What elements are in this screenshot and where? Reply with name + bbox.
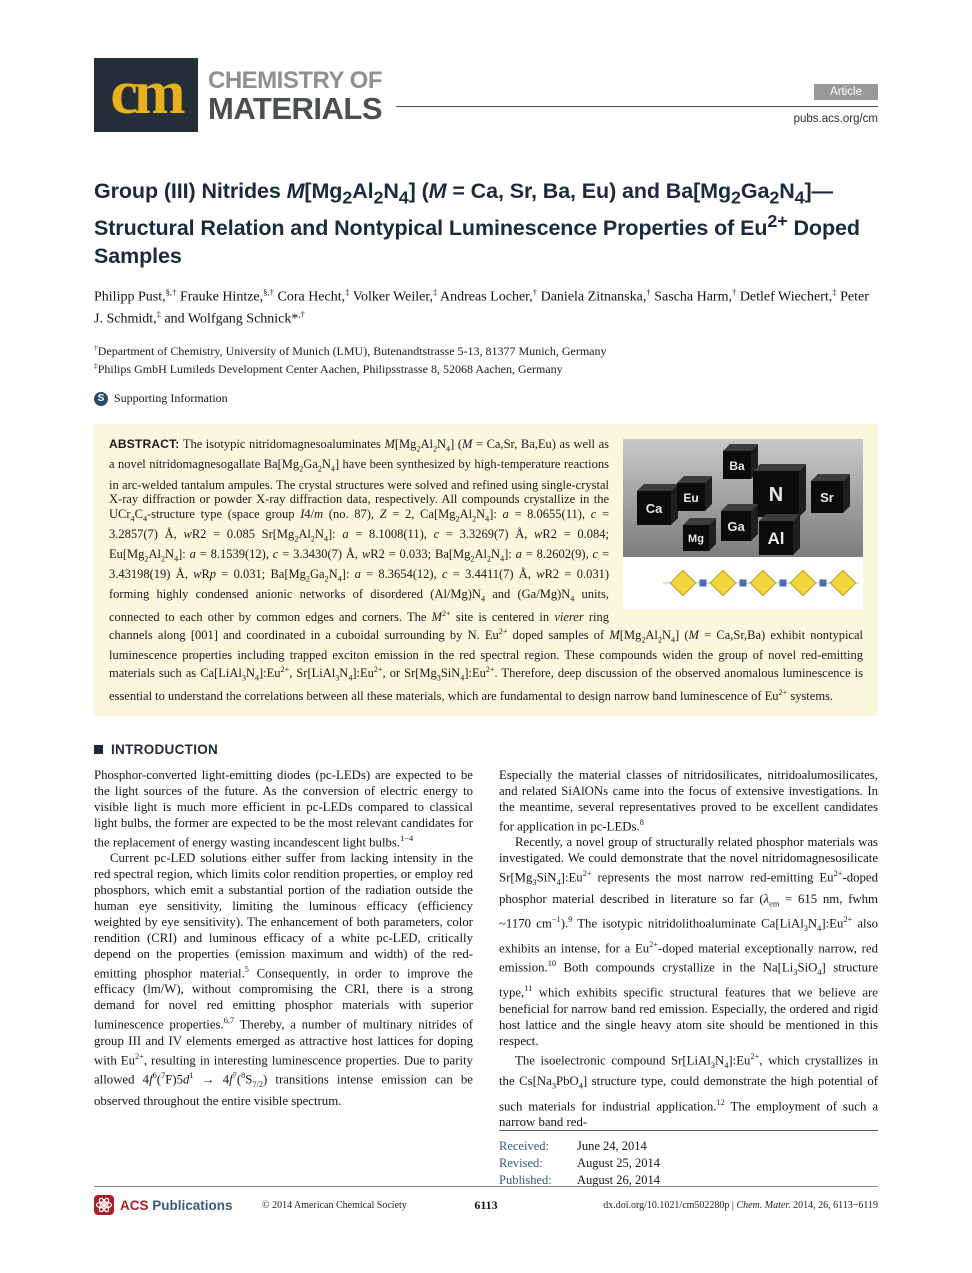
section-heading-label: INTRODUCTION: [111, 741, 219, 757]
abstract-box: [94, 424, 878, 715]
page-footer: [94, 1186, 878, 1215]
element-label-sr: Sr: [820, 490, 834, 506]
crystal-structure-figure: [623, 439, 863, 609]
element-label-n: N: [768, 484, 784, 507]
element-label-ba: Ba: [729, 459, 745, 474]
article-title: Group (III) Nitrides $M[Mg_2Al_2N_4] (M = Ca$, Sr, Ba, Eu) and $Ba[Mg_2Ga_2N_4]—Structural$ Relation and Nontypical Luminescence Properties of $Eu^{2+}$ Doped Samples: [94, 179, 860, 268]
journal-name-line1: CHEMISTRY OF: [208, 67, 383, 94]
element-label-ga: Ga: [727, 519, 745, 535]
journal-header: [94, 58, 878, 132]
abstract-label: ABSTRACT:: [109, 437, 180, 452]
section-bullet-icon: [94, 745, 103, 754]
article-type-badge: Article: [814, 84, 878, 100]
affiliations: [94, 342, 878, 378]
received-date: June 24, 2014: [577, 1139, 647, 1154]
intro-paragraph-4: Recently, a novel group of structurally related phosphor materials was investigated. We could demonstrate that the novel nitridomagnesosilicate $Sr[Mg_3SiN_4]:Eu^{2+}$ represents the most narrow red-emitting $Eu^{2+}$-doped phosphor material described in literature so far ($\lambda_{em} = 615$ nm, fwhm ~1170 $cm^{-1}).^9$ The isotypic nitridolithoaluminate $Ca[LiAl_3N_4]:Eu^{2+}$ also exhibits an intense, for a $Eu^{2+}$-doped material exceptionally narrow, red emission.$^{10}$ Both compounds crystallize in the $Na[Li_3SiO_4]$ structure type,$^{11}$ which exhibits specific structural features that we believe are beneficial for narrow band red emission. Especially, the ordered and rigid host lattice and the single heavy atom site should be mentioned in this respect.: [499, 835, 879, 1048]
header-right: [396, 58, 878, 125]
supporting-information: [94, 391, 878, 406]
right-column: [499, 767, 878, 1189]
supporting-info-icon: S: [94, 392, 108, 406]
article-dates: [499, 1130, 878, 1189]
intro-paragraph-2: Current pc-LED solutions either suffer from lacking intensity in the red spectral region, which limits color rendition properties, or employ red phosphors, which emit a substantial portion of the radiation outside the human eye sensitivity, limiting the luminous efficacy (efficiency weighted by eye sensitivity). The enhancement of both parameters, color rendition (CRI) and luminous efficacy of a white pc-LED, critically depend on the properties (emission maximum and width) of the red-emitting phosphor material.$^5$ Consequently, in order to improve the efficacy (lm/W), without compromising the CRI, there is a strong demand for novel red emitting phosphor materials with superior luminescence properties.$^{6,7}$ Thereby, a number of multinary nitrides of group III and IV elements emerged as attractive host lattices for doping with $Eu^{2+}$, resulting in interesting luminescence properties. Due to parity allowed $4f^6(^7F)5d^1 \to 4f^7(^8S_{7/2})$ transitions intense emission can be observed throughout the entire visible spectrum.: [94, 851, 473, 1108]
revised-date: August 25, 2014: [577, 1156, 660, 1171]
revised-row: [499, 1155, 878, 1172]
abstract-body: The isotypic nitridomagnesoaluminates $M[Mg_2Al_2N_4] (M = Ca,Sr$, Ba,Eu) as well as a novel nitridomagnesogallate $Ba[Mg_2Ga_2N_4]$ have been synthesized by high-temperature reactions in arc-welded tantalum ampules. The crystal structures were solved and refined using single-crystal X-ray diffraction or powder X-ray diffraction data, respectively. All compounds crystallize in the $UCr_4C_4$-structure type (space group I4/m (no. 87), Z = 2, $Ca[Mg_2Al_2N_4]$: a = 8.0655(11), c = 3.2857(7) Å, wR2 = 0.085 $Sr[Mg_2Al_2N_4]$: a = 8.1008(11), c = 3.3269(7) Å, wR2 = 0.084; $Eu[Mg_2Al_2N_4]$: a = 8.1539(12), c = 3.3430(7) Å, wR2 = 0.033; $Ba[Mg_2Al_2N_4]$: a = 8.2602(9), c = 3.43198(19) Å, wRp = 0.031; $Ba[Mg_2Ga_2N_4]$: a = 8.3654(12), c = 3.4411(7) Å, wR2 = 0.031) forming highly condensed anionic networks of disordered $(Al/Mg)N_4$ and $(Ga/Mg)N_4$ units, connected to each other by common edges and corners. The $M^{2+}$ site is centered in vierer ring channels along [001] and coordinated in a cuboidal surrounding by N. $Eu^{2+}$ doped samples of $M[Mg_2Al_2N_4] (M = Ca,Sr,Ba)$ exhibit nontypical luminescence properties including trapped exciton emission in the red spectral region. These compounds widen the group of novel red-emitting materials such as $Ca[LiAl_3N_4]:Eu^{2+}$, $Sr[LiAl_3N_4]:Eu^{2+}$, or $Sr[Mg_3SiN_4]:Eu^{2+}$. Therefore, deep discussion of the observed anomalous luminescence is essential to understand the correlations between all these materials, which are fundamental to design narrow band luminescence of $Eu^{2+}$ systems.: [109, 437, 863, 704]
published-label: Published:: [499, 1173, 552, 1188]
header-rule: [396, 84, 878, 107]
received-label: Received:: [499, 1139, 549, 1154]
acs-logo-icon: [94, 1195, 114, 1215]
section-heading-introduction: [94, 742, 878, 757]
acs-publications-logo: [94, 1195, 262, 1215]
doi-citation-link[interactable]: dx.doi.org/10.1021/cm502280p | Chem. Mater. 2014, 26, 6113−6119: [603, 1199, 878, 1211]
footer-rule: [94, 1186, 878, 1187]
revised-label: Revised:: [499, 1156, 543, 1171]
supporting-info-link[interactable]: Supporting Information: [114, 391, 228, 406]
element-label-mg: Mg: [688, 533, 704, 546]
element-label-eu: Eu: [683, 491, 699, 506]
acs-wordmark: ACS: [120, 1197, 149, 1213]
element-label-ca: Ca: [645, 501, 663, 517]
author-list: Philipp Pust,§,† Frauke Hintze,§,† Cora Hecht,‡ Volker Weiler,‡ Andreas Locher,† Daniela Zitnanska,† Sascha Harm,† Detlef Wiechert,‡ Peter J. Schmidt,‡ and Wolfgang Schnick*,†: [94, 286, 869, 327]
abstract-graphic: [623, 439, 863, 609]
published-date: August 26, 2014: [577, 1173, 660, 1188]
body-columns: [94, 767, 878, 1189]
received-row: [499, 1138, 878, 1155]
journal-url-link[interactable]: pubs.acs.org/cm: [793, 113, 878, 125]
intro-paragraph-1: Phosphor-converted light-emitting diodes (pc-LEDs) are expected to be the light sources of the future. As the conversion of electric energy to visible light is much more efficient in pc-LEDs compared to classical light bulbs, the former are expected to be the most relevant candidates for the replacement of energy wasting incandescent light bulbs.$^{1-4}$: [94, 767, 473, 850]
cm-logo-mark: cm: [94, 58, 198, 132]
journal-logo: [94, 58, 382, 132]
intro-paragraph-5: The isoelectronic compound $Sr[LiAl_3N_4]:Eu^{2+}$, which crystallizes in the $Cs[Na_3PbO_4]$ structure type, could demonstrate the high potential of such materials for industrial application.$^{12}$ The employment of such a narrow band red-: [499, 1051, 879, 1130]
element-label-al: Al: [767, 529, 785, 549]
page-number: 6113: [474, 1197, 498, 1212]
left-column: [94, 767, 473, 1189]
copyright-text: © 2014 American Chemical Society: [262, 1199, 407, 1211]
affiliation-2: ‡Philips GmbH Lumileds Development Center Aachen, Philipsstrasse 8, 52068 Aachen, Germany: [94, 361, 563, 377]
journal-name-line2: MATERIALS: [208, 91, 383, 127]
affiliation-1: †Department of Chemistry, University of Munich (LMU), Butenandtstrasse 5-13, 81377 Munich, Germany: [94, 343, 607, 359]
journal-name: [208, 58, 383, 127]
publications-wordmark: Publications: [152, 1197, 233, 1213]
intro-paragraph-3: Especially the material classes of nitridosilicates, nitridoalumosilicates, and related SiAlONs came into the focus of extensive investigations. In the meantime, several representatives proved to be excellent candidates for application in pc-LEDs.$^8$: [499, 767, 878, 834]
